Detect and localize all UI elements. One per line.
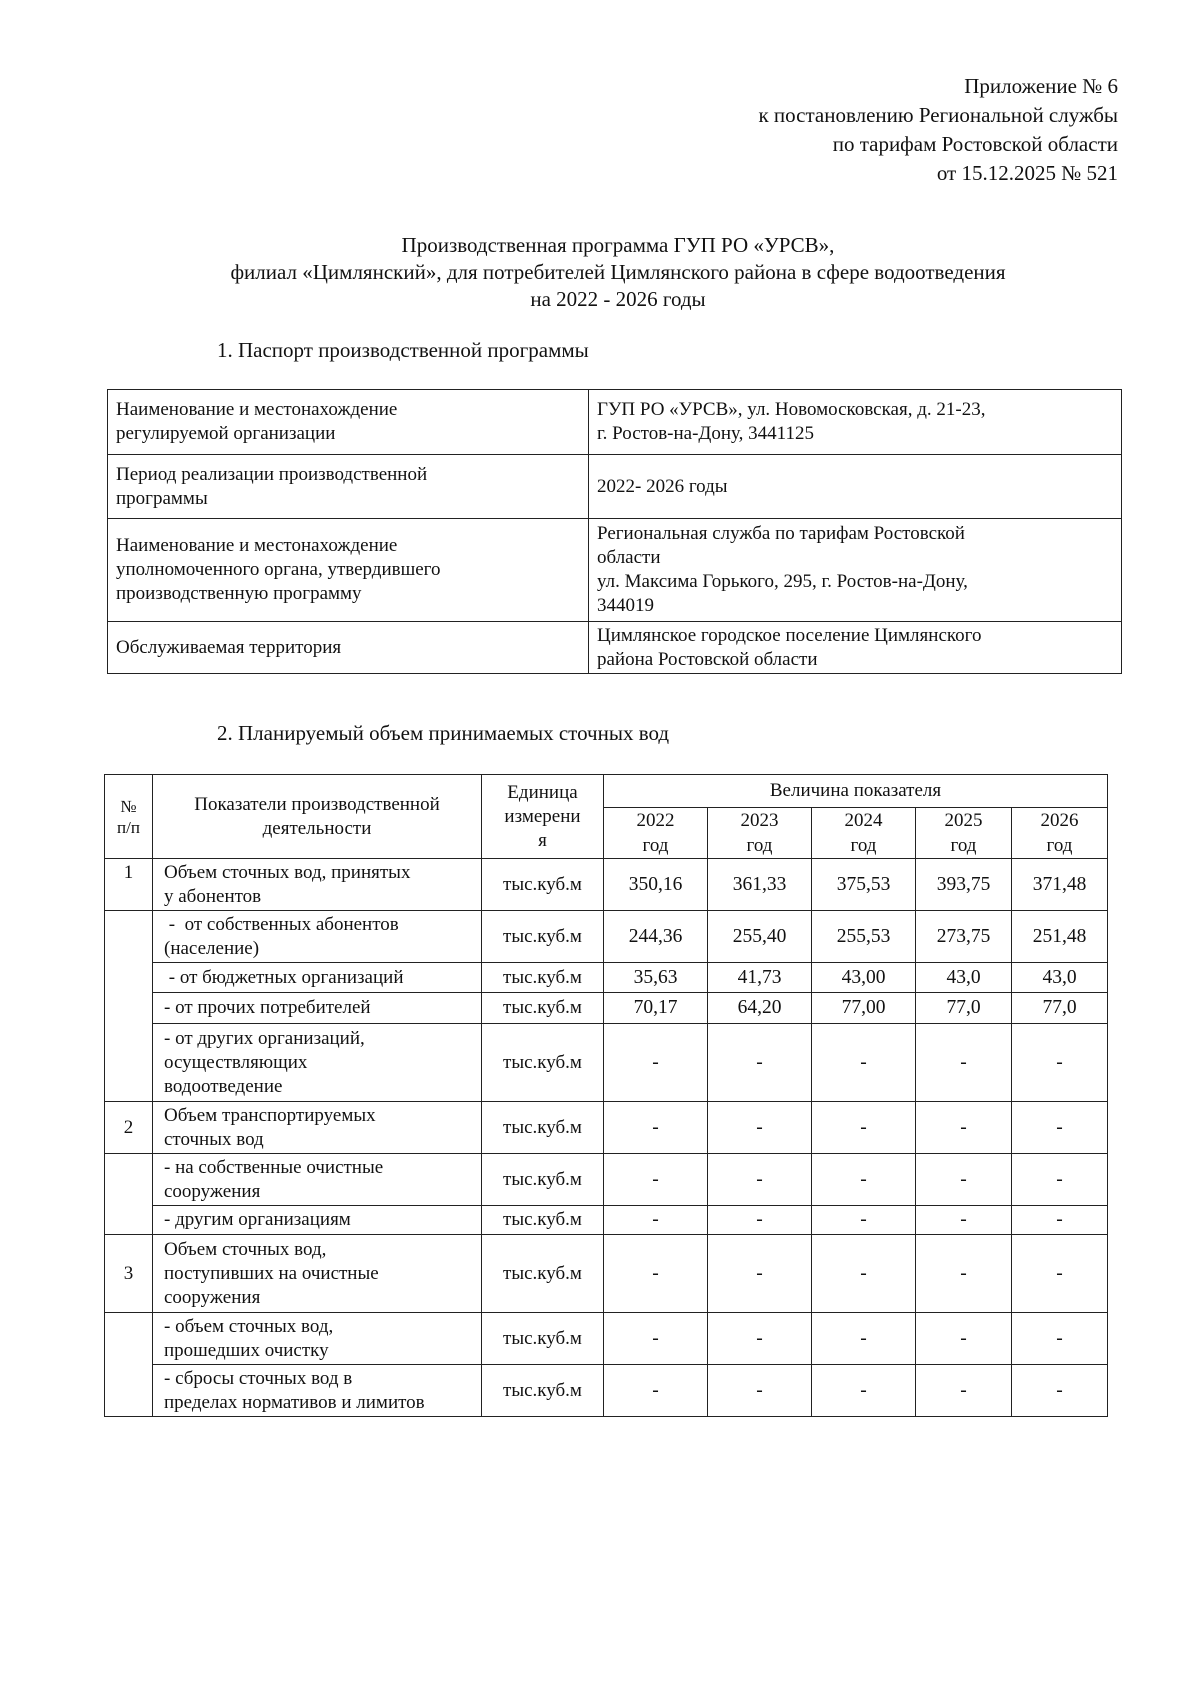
row-value: - <box>708 1235 812 1313</box>
header-unit: Единица измерени я <box>482 775 604 859</box>
section-2-heading: 2. Планируемый объем принимаемых сточных вод <box>217 721 670 745</box>
row-indicator: - другим организациям <box>153 1206 482 1235</box>
row-value: - <box>1012 1206 1108 1235</box>
row-num: 3 <box>105 1235 153 1313</box>
table-row <box>105 911 1108 963</box>
table-row <box>105 1102 1108 1154</box>
row-value: 43,0 <box>1012 963 1108 993</box>
passport-row <box>108 519 1122 622</box>
row-unit: тыс.куб.м <box>482 1024 604 1102</box>
table-row <box>105 1365 1108 1417</box>
passport-value: Региональная служба по тарифам Ростовской области ул. Максима Горького, 295, г. Ростов-на-Дону, 344019 <box>589 519 1122 622</box>
row-value: - <box>604 1365 708 1417</box>
row-unit: тыс.куб.м <box>482 1235 604 1313</box>
title-line: филиал «Цимлянский», для потребителей Цимлянского района в сфере водоотведения <box>230 260 1006 284</box>
row-value: - <box>812 1206 916 1235</box>
row-value: - <box>1012 1024 1108 1102</box>
row-value: - <box>604 1154 708 1206</box>
row-value: - <box>916 1206 1012 1235</box>
document-title <box>0 232 1200 313</box>
appendix-line: Приложение № 6 <box>964 74 1118 98</box>
header-year: 2025 год <box>916 808 1012 859</box>
header-year: 2024 год <box>812 808 916 859</box>
row-unit: тыс.куб.м <box>482 1365 604 1417</box>
row-value: 393,75 <box>916 859 1012 911</box>
row-value: 251,48 <box>1012 911 1108 963</box>
row-indicator: Объем сточных вод, принятых у абонентов <box>153 859 482 911</box>
row-value: 244,36 <box>604 911 708 963</box>
passport-label: Наименование и местонахождение регулируемой организации <box>108 390 589 455</box>
row-value: - <box>1012 1235 1108 1313</box>
row-value: 77,00 <box>812 993 916 1024</box>
row-value: - <box>812 1102 916 1154</box>
passport-row <box>108 455 1122 519</box>
row-value: - <box>812 1365 916 1417</box>
passport-value: Цимлянское городское поселение Цимлянского района Ростовской области <box>589 622 1122 674</box>
row-value: - <box>708 1154 812 1206</box>
row-num: 1 <box>105 859 153 911</box>
row-value: 35,63 <box>604 963 708 993</box>
header-year: 2023 год <box>708 808 812 859</box>
appendix-line: по тарифам Ростовской области <box>832 132 1118 156</box>
row-value: - <box>812 1024 916 1102</box>
row-value: - <box>604 1206 708 1235</box>
row-unit: тыс.куб.м <box>482 1154 604 1206</box>
row-indicator: - от прочих потребителей <box>153 993 482 1024</box>
passport-table <box>107 389 1122 674</box>
table-row <box>105 1206 1108 1235</box>
passport-label: Период реализации производственной программы <box>108 455 589 519</box>
row-value: - <box>708 1102 812 1154</box>
row-value: 64,20 <box>708 993 812 1024</box>
row-value: - <box>916 1313 1012 1365</box>
row-value: 375,53 <box>812 859 916 911</box>
passport-row <box>108 622 1122 674</box>
row-indicator: Объем сточных вод, поступивших на очистные сооружения <box>153 1235 482 1313</box>
header-year: 2026 год <box>1012 808 1108 859</box>
row-value: 43,0 <box>916 963 1012 993</box>
row-num <box>105 1154 153 1235</box>
header-year: 2022 год <box>604 808 708 859</box>
table-row <box>105 993 1108 1024</box>
row-value: 41,73 <box>708 963 812 993</box>
passport-label: Наименование и местонахождение уполномоченного органа, утвердившего производственную программу <box>108 519 589 622</box>
row-value: - <box>916 1235 1012 1313</box>
table-row <box>105 1235 1108 1313</box>
row-value: - <box>604 1235 708 1313</box>
row-unit: тыс.куб.м <box>482 993 604 1024</box>
table-row <box>105 1024 1108 1102</box>
row-indicator: - от бюджетных организаций <box>153 963 482 993</box>
title-line: Производственная программа ГУП РО «УРСВ», <box>401 233 835 257</box>
passport-value: 2022- 2026 годы <box>589 455 1122 519</box>
row-value: - <box>604 1313 708 1365</box>
row-value: 77,0 <box>1012 993 1108 1024</box>
section-1-heading: 1. Паспорт производственной программы <box>217 338 589 362</box>
header-indicator: Показатели производственной деятельности <box>153 775 482 859</box>
row-value: - <box>1012 1313 1108 1365</box>
row-num: 2 <box>105 1102 153 1154</box>
appendix-reference <box>758 72 1118 188</box>
row-indicator: - сбросы сточных вод в пределах нормативов и лимитов <box>153 1365 482 1417</box>
row-value: 350,16 <box>604 859 708 911</box>
row-value: - <box>604 1102 708 1154</box>
row-value: - <box>916 1102 1012 1154</box>
row-num <box>105 1313 153 1417</box>
passport-row <box>108 390 1122 455</box>
row-value: 255,40 <box>708 911 812 963</box>
header-num: № п/п <box>105 775 153 859</box>
table-row <box>105 1313 1108 1365</box>
row-value: 77,0 <box>916 993 1012 1024</box>
row-unit: тыс.куб.м <box>482 963 604 993</box>
row-value: - <box>812 1235 916 1313</box>
row-value: - <box>1012 1154 1108 1206</box>
row-unit: тыс.куб.м <box>482 1313 604 1365</box>
row-value: - <box>1012 1102 1108 1154</box>
row-value: 255,53 <box>812 911 916 963</box>
row-indicator: - от других организаций, осуществляющих водоотведение <box>153 1024 482 1102</box>
table-header-row <box>105 775 1108 808</box>
row-num <box>105 911 153 1102</box>
passport-value: ГУП РО «УРСВ», ул. Новомосковская, д. 21-23, г. Ростов-на-Дону, 3441125 <box>589 390 1122 455</box>
row-value: 273,75 <box>916 911 1012 963</box>
header-value-group: Величина показателя <box>604 775 1108 808</box>
wastewater-volume-table <box>104 774 1108 1417</box>
appendix-line: к постановлению Региональной службы <box>758 103 1118 127</box>
row-value: - <box>916 1154 1012 1206</box>
row-value: - <box>708 1206 812 1235</box>
row-value: - <box>812 1154 916 1206</box>
row-unit: тыс.куб.м <box>482 859 604 911</box>
row-unit: тыс.куб.м <box>482 1206 604 1235</box>
row-value: 371,48 <box>1012 859 1108 911</box>
table-row <box>105 1154 1108 1206</box>
row-unit: тыс.куб.м <box>482 1102 604 1154</box>
row-unit: тыс.куб.м <box>482 911 604 963</box>
row-indicator: - от собственных абонентов (население) <box>153 911 482 963</box>
row-value: 361,33 <box>708 859 812 911</box>
appendix-line: от 15.12.2025 № 521 <box>936 161 1118 185</box>
row-indicator: - объем сточных вод, прошедших очистку <box>153 1313 482 1365</box>
row-value: 70,17 <box>604 993 708 1024</box>
row-value: - <box>708 1365 812 1417</box>
title-line: на 2022 - 2026 годы <box>530 287 706 311</box>
table-row <box>105 859 1108 911</box>
passport-label: Обслуживаемая территория <box>108 622 589 674</box>
row-indicator: Объем транспортируемых сточных вод <box>153 1102 482 1154</box>
row-value: 43,00 <box>812 963 916 993</box>
row-value: - <box>916 1365 1012 1417</box>
row-value: - <box>708 1313 812 1365</box>
row-value: - <box>916 1024 1012 1102</box>
table-row <box>105 963 1108 993</box>
row-value: - <box>604 1024 708 1102</box>
row-value: - <box>708 1024 812 1102</box>
row-indicator: - на собственные очистные сооружения <box>153 1154 482 1206</box>
row-value: - <box>812 1313 916 1365</box>
row-value: - <box>1012 1365 1108 1417</box>
